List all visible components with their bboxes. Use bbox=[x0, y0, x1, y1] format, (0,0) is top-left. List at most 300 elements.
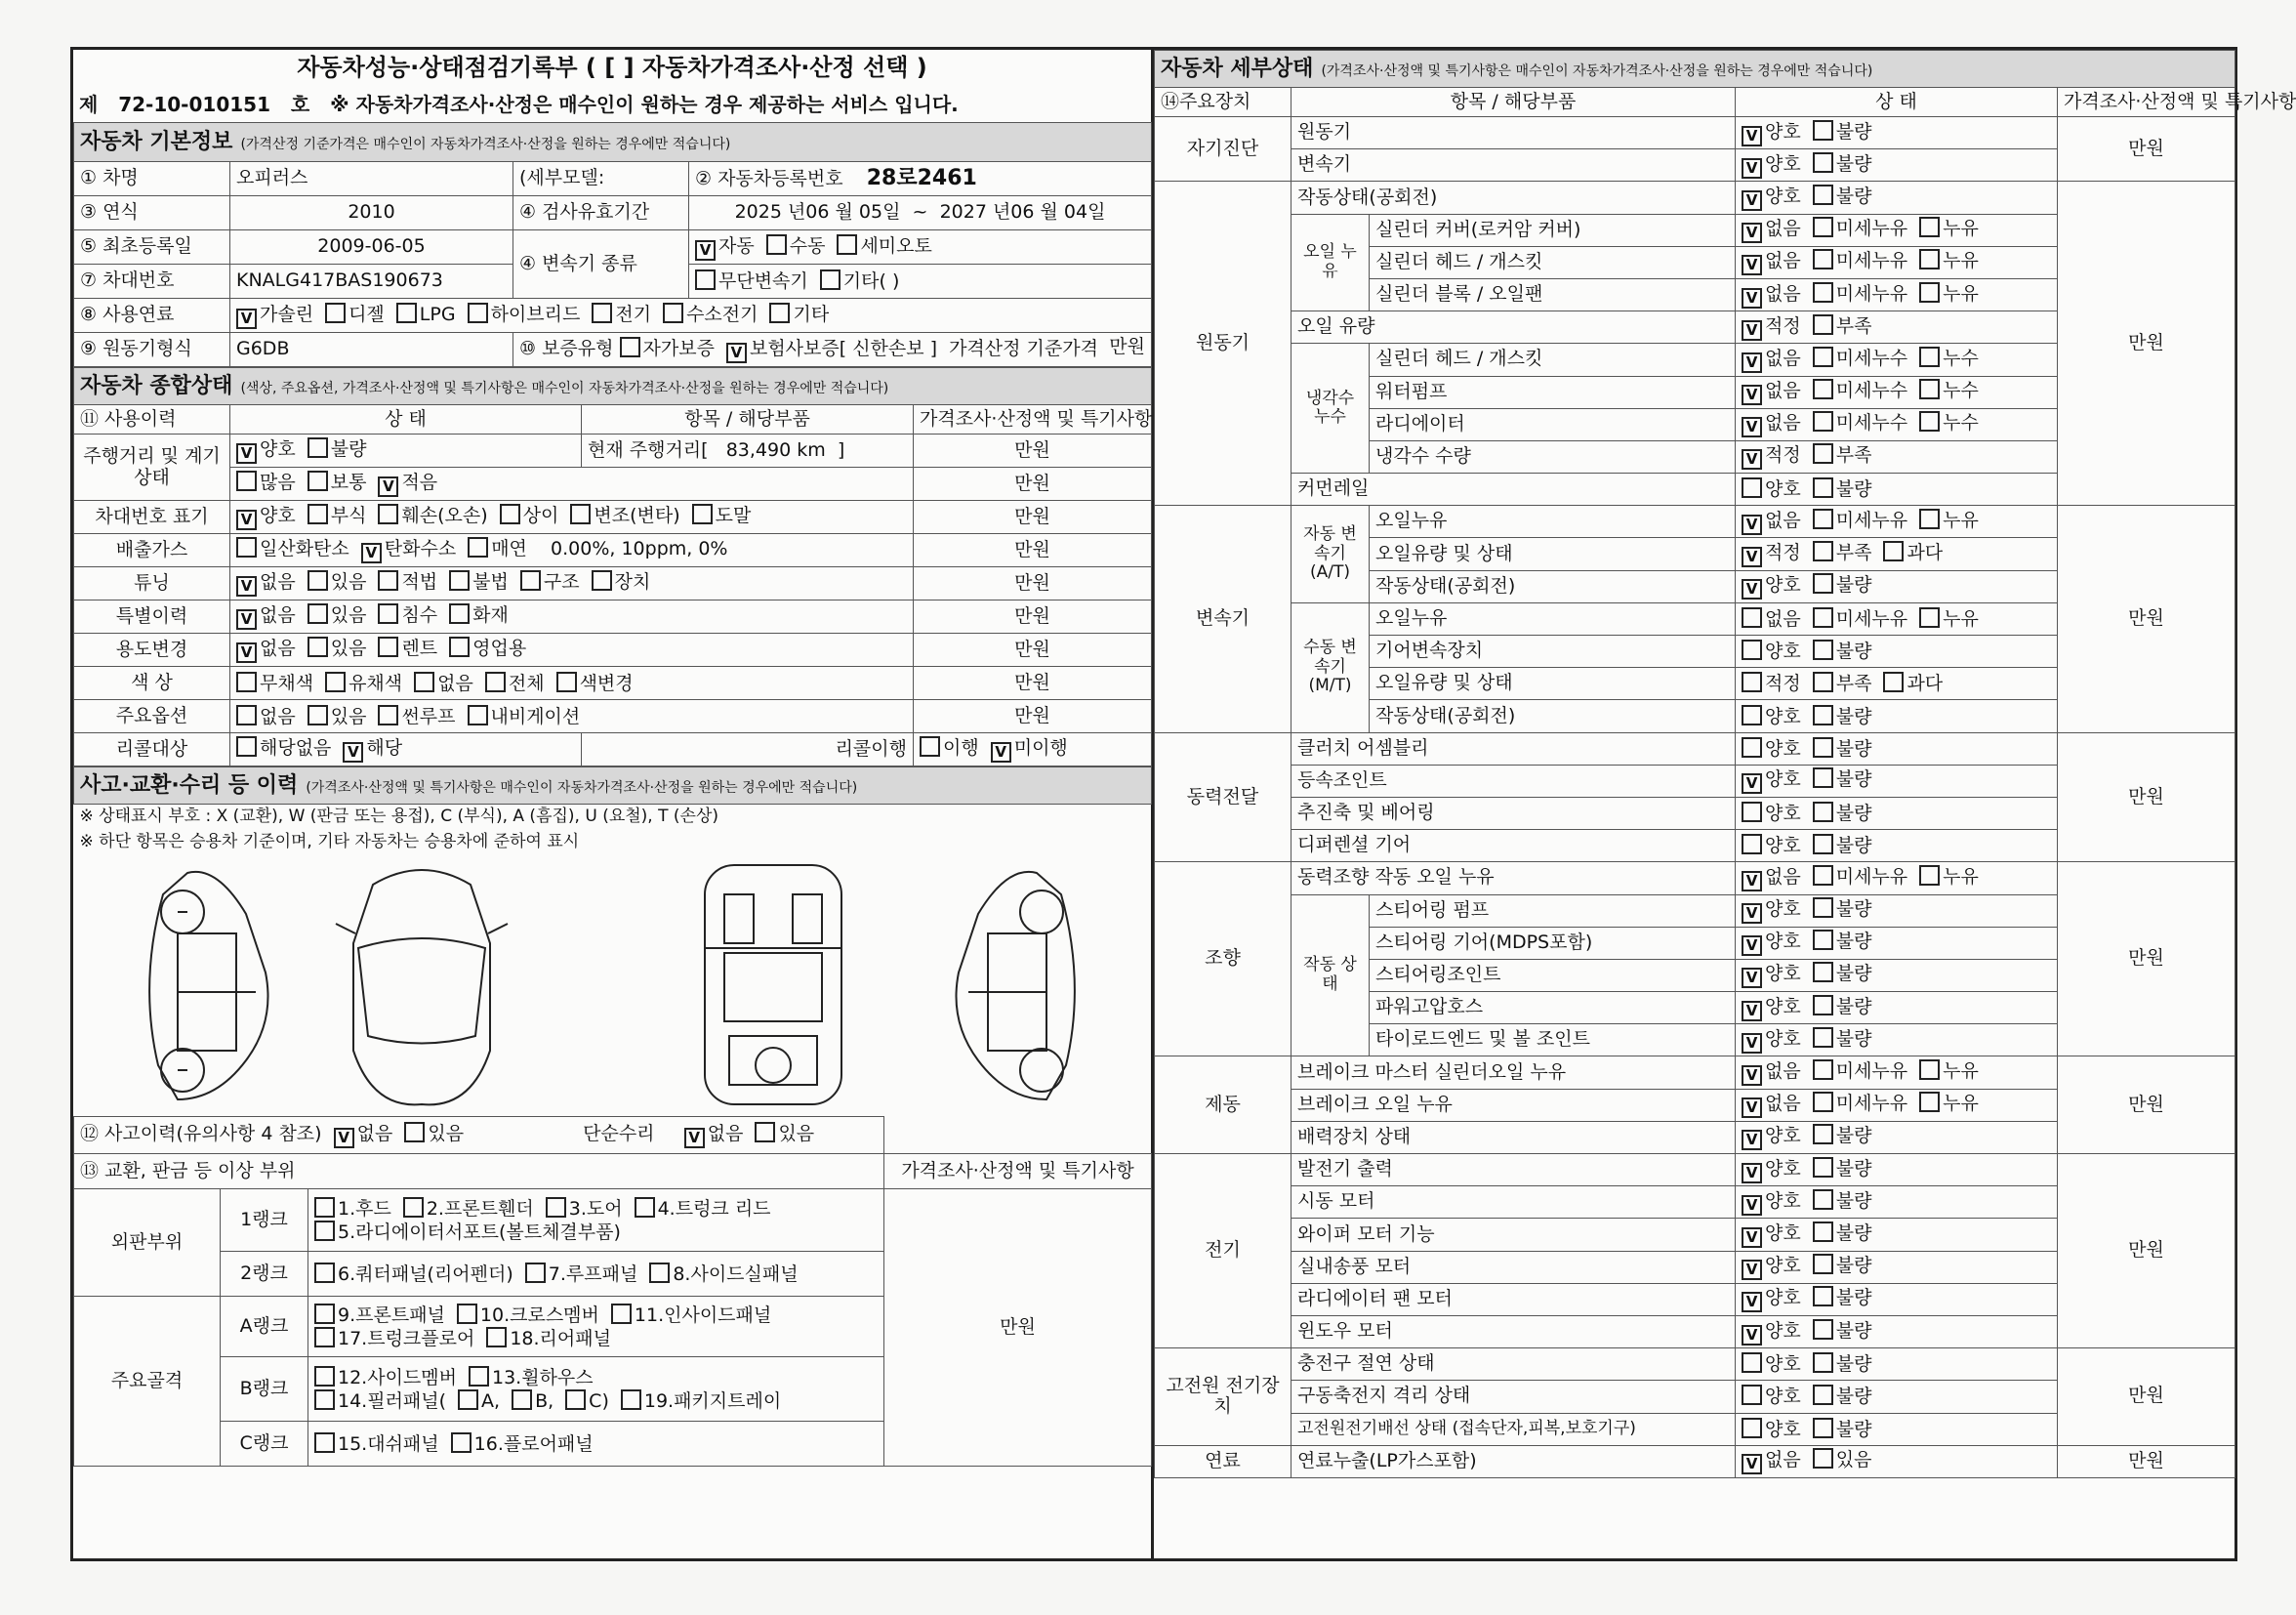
checkbox-icon[interactable] bbox=[695, 269, 716, 290]
checkbox-icon[interactable] bbox=[1813, 347, 1833, 367]
checkbox-option[interactable] bbox=[512, 1389, 554, 1413]
checkbox-option[interactable] bbox=[592, 570, 651, 594]
checkbox-icon[interactable]: V bbox=[1742, 417, 1762, 437]
checkbox-icon[interactable] bbox=[236, 736, 257, 757]
checkbox-icon[interactable]: V bbox=[1742, 288, 1762, 309]
checkbox-option[interactable] bbox=[820, 269, 900, 293]
checkbox-option[interactable] bbox=[1919, 411, 1979, 435]
checkbox-icon[interactable] bbox=[1883, 541, 1904, 561]
checkbox-option[interactable] bbox=[308, 437, 367, 461]
checkbox-icon[interactable] bbox=[611, 1304, 632, 1324]
checkbox-icon[interactable]: V bbox=[1742, 158, 1762, 179]
checkbox-option[interactable] bbox=[449, 570, 509, 594]
checkbox-option[interactable] bbox=[755, 1122, 814, 1145]
checkbox-icon[interactable] bbox=[1919, 411, 1940, 432]
checkbox-icon[interactable] bbox=[1813, 1352, 1833, 1373]
checkbox-icon[interactable] bbox=[1813, 443, 1833, 464]
checkbox-option[interactable] bbox=[314, 1221, 621, 1244]
checkbox-option[interactable] bbox=[378, 637, 437, 660]
checkbox-option[interactable] bbox=[1813, 930, 1872, 953]
checkbox-icon[interactable] bbox=[1813, 897, 1833, 918]
checkbox-icon[interactable] bbox=[314, 1327, 335, 1347]
checkbox-icon[interactable]: V bbox=[1742, 1097, 1762, 1118]
checkbox-icon[interactable] bbox=[1813, 379, 1833, 399]
checkbox-icon[interactable]: V bbox=[343, 742, 363, 763]
checkbox-option[interactable] bbox=[1919, 509, 1979, 532]
checkbox-icon[interactable] bbox=[1813, 185, 1833, 205]
checkbox-option[interactable] bbox=[314, 1366, 457, 1389]
checkbox-icon[interactable]: V bbox=[236, 576, 257, 597]
checkbox-option[interactable] bbox=[1813, 1189, 1872, 1213]
checkbox-icon[interactable]: V bbox=[695, 240, 716, 261]
checkbox-option[interactable] bbox=[1883, 541, 1943, 564]
checkbox-icon[interactable]: V bbox=[1742, 190, 1762, 211]
checkbox-option[interactable] bbox=[1742, 413, 1801, 437]
checkbox-option[interactable] bbox=[695, 236, 755, 261]
checkbox-option[interactable] bbox=[663, 303, 758, 326]
checkbox-icon[interactable] bbox=[1813, 1222, 1833, 1242]
checkbox-icon[interactable] bbox=[1883, 672, 1904, 692]
checkbox-option[interactable] bbox=[1813, 705, 1872, 728]
checkbox-icon[interactable] bbox=[1813, 573, 1833, 594]
checkbox-icon[interactable] bbox=[396, 303, 417, 323]
checkbox-option[interactable] bbox=[1813, 411, 1907, 435]
checkbox-icon[interactable] bbox=[592, 303, 612, 323]
checkbox-option[interactable] bbox=[1919, 249, 1979, 272]
checkbox-option[interactable] bbox=[1813, 1286, 1872, 1309]
checkbox-icon[interactable] bbox=[486, 1327, 507, 1347]
checkbox-option[interactable] bbox=[1742, 511, 1801, 535]
checkbox-option[interactable] bbox=[1919, 607, 1979, 631]
checkbox-icon[interactable]: V bbox=[991, 742, 1011, 763]
checkbox-icon[interactable] bbox=[525, 1263, 546, 1283]
checkbox-option[interactable] bbox=[1813, 120, 1872, 144]
checkbox-icon[interactable]: V bbox=[1742, 1195, 1762, 1216]
checkbox-option[interactable] bbox=[325, 672, 402, 695]
checkbox-option[interactable] bbox=[1813, 1222, 1872, 1245]
checkbox-icon[interactable]: V bbox=[1742, 1227, 1762, 1248]
checkbox-icon[interactable] bbox=[1813, 1385, 1833, 1405]
checkbox-option[interactable] bbox=[1742, 349, 1801, 373]
checkbox-option[interactable] bbox=[1813, 607, 1907, 631]
checkbox-icon[interactable] bbox=[1813, 930, 1833, 950]
checkbox-icon[interactable] bbox=[1813, 1189, 1833, 1210]
checkbox-icon[interactable] bbox=[1813, 249, 1833, 269]
checkbox-icon[interactable]: V bbox=[1742, 255, 1762, 275]
checkbox-option[interactable] bbox=[314, 1327, 474, 1350]
checkbox-icon[interactable]: V bbox=[1742, 773, 1762, 794]
checkbox-icon[interactable] bbox=[1742, 834, 1762, 854]
checkbox-option[interactable] bbox=[334, 1124, 393, 1148]
checkbox-icon[interactable] bbox=[1813, 282, 1833, 303]
checkbox-icon[interactable] bbox=[1813, 314, 1833, 335]
checkbox-icon[interactable] bbox=[1813, 737, 1833, 758]
checkbox-option[interactable] bbox=[1883, 672, 1943, 695]
checkbox-icon[interactable] bbox=[546, 1197, 566, 1218]
checkbox-option[interactable] bbox=[1742, 802, 1801, 825]
checkbox-icon[interactable] bbox=[1919, 282, 1940, 303]
checkbox-option[interactable] bbox=[1813, 541, 1872, 564]
checkbox-option[interactable] bbox=[1813, 865, 1907, 889]
checkbox-option[interactable] bbox=[1813, 185, 1872, 208]
checkbox-option[interactable] bbox=[565, 1389, 609, 1413]
checkbox-option[interactable] bbox=[468, 537, 527, 560]
checkbox-icon[interactable]: V bbox=[1742, 579, 1762, 600]
checkbox-icon[interactable]: V bbox=[1742, 1260, 1762, 1280]
checkbox-icon[interactable] bbox=[1919, 217, 1940, 237]
checkbox-icon[interactable] bbox=[1813, 541, 1833, 561]
checkbox-option[interactable] bbox=[1813, 767, 1872, 791]
checkbox-option[interactable] bbox=[1742, 964, 1801, 988]
checkbox-option[interactable] bbox=[403, 1197, 534, 1221]
checkbox-icon[interactable] bbox=[570, 504, 591, 524]
checkbox-icon[interactable]: V bbox=[1742, 547, 1762, 567]
checkbox-option[interactable] bbox=[1742, 1094, 1801, 1118]
checkbox-icon[interactable] bbox=[314, 1366, 335, 1387]
checkbox-option[interactable] bbox=[1742, 737, 1801, 761]
checkbox-icon[interactable]: V bbox=[1742, 1454, 1762, 1474]
checkbox-option[interactable] bbox=[1742, 1191, 1801, 1216]
checkbox-icon[interactable] bbox=[308, 705, 328, 725]
checkbox-icon[interactable]: V bbox=[1742, 320, 1762, 341]
checkbox-option[interactable] bbox=[1813, 737, 1872, 761]
checkbox-icon[interactable] bbox=[1813, 120, 1833, 141]
checkbox-option[interactable] bbox=[404, 1122, 464, 1145]
checkbox-option[interactable] bbox=[1813, 897, 1872, 921]
checkbox-option[interactable] bbox=[546, 1197, 623, 1221]
checkbox-option[interactable] bbox=[1813, 995, 1872, 1018]
checkbox-icon[interactable] bbox=[236, 537, 257, 558]
checkbox-option[interactable] bbox=[1742, 1159, 1801, 1183]
checkbox-icon[interactable] bbox=[1919, 509, 1940, 529]
checkbox-option[interactable] bbox=[1919, 865, 1979, 889]
checkbox-icon[interactable]: V bbox=[1742, 903, 1762, 924]
checkbox-option[interactable] bbox=[458, 1389, 500, 1413]
checkbox-option[interactable] bbox=[308, 570, 367, 594]
checkbox-icon[interactable] bbox=[1813, 834, 1833, 854]
checkbox-icon[interactable] bbox=[378, 603, 398, 624]
checkbox-icon[interactable] bbox=[1813, 1286, 1833, 1306]
checkbox-icon[interactable] bbox=[1813, 509, 1833, 529]
checkbox-option[interactable] bbox=[1742, 1029, 1801, 1054]
checkbox-icon[interactable] bbox=[468, 705, 488, 725]
checkbox-option[interactable] bbox=[308, 637, 367, 660]
checkbox-icon[interactable] bbox=[449, 637, 470, 657]
checkbox-icon[interactable] bbox=[1919, 347, 1940, 367]
checkbox-icon[interactable] bbox=[1813, 1254, 1833, 1274]
checkbox-option[interactable] bbox=[1742, 1288, 1801, 1312]
checkbox-icon[interactable] bbox=[1813, 1418, 1833, 1438]
checkbox-icon[interactable]: V bbox=[1742, 1130, 1762, 1150]
checkbox-icon[interactable] bbox=[1919, 249, 1940, 269]
checkbox-icon[interactable]: V bbox=[1742, 126, 1762, 146]
checkbox-icon[interactable] bbox=[449, 603, 470, 624]
checkbox-option[interactable] bbox=[1813, 314, 1872, 338]
checkbox-icon[interactable] bbox=[1919, 865, 1940, 886]
checkbox-option[interactable] bbox=[236, 471, 296, 494]
checkbox-icon[interactable] bbox=[378, 570, 398, 591]
checkbox-icon[interactable]: V bbox=[1742, 1163, 1762, 1183]
checkbox-icon[interactable] bbox=[1742, 672, 1762, 692]
checkbox-icon[interactable]: V bbox=[1742, 1292, 1762, 1312]
checkbox-option[interactable] bbox=[1813, 1092, 1907, 1115]
checkbox-icon[interactable] bbox=[1742, 802, 1762, 822]
checkbox-icon[interactable] bbox=[1813, 217, 1833, 237]
checkbox-option[interactable] bbox=[451, 1432, 594, 1456]
checkbox-option[interactable] bbox=[1813, 509, 1907, 532]
checkbox-option[interactable] bbox=[378, 570, 437, 594]
checkbox-option[interactable] bbox=[1742, 705, 1801, 728]
checkbox-icon[interactable] bbox=[468, 537, 488, 558]
checkbox-icon[interactable] bbox=[1742, 1352, 1762, 1373]
checkbox-icon[interactable] bbox=[1919, 379, 1940, 399]
checkbox-icon[interactable] bbox=[1919, 1092, 1940, 1112]
checkbox-option[interactable] bbox=[236, 506, 296, 530]
checkbox-option[interactable] bbox=[449, 637, 526, 660]
checkbox-option[interactable] bbox=[1742, 834, 1801, 857]
checkbox-option[interactable] bbox=[1742, 1223, 1801, 1248]
checkbox-icon[interactable] bbox=[325, 672, 346, 692]
checkbox-icon[interactable] bbox=[314, 1432, 335, 1453]
checkbox-icon[interactable] bbox=[1813, 1448, 1833, 1469]
checkbox-icon[interactable] bbox=[1742, 1418, 1762, 1438]
checkbox-icon[interactable] bbox=[414, 672, 434, 692]
checkbox-option[interactable] bbox=[726, 339, 937, 363]
checkbox-option[interactable] bbox=[308, 705, 367, 728]
checkbox-icon[interactable] bbox=[1742, 1385, 1762, 1405]
checkbox-option[interactable] bbox=[1742, 575, 1801, 600]
checkbox-option[interactable] bbox=[570, 504, 679, 527]
checkbox-icon[interactable] bbox=[649, 1263, 670, 1283]
checkbox-option[interactable] bbox=[1742, 251, 1801, 275]
checkbox-option[interactable] bbox=[1742, 867, 1801, 891]
checkbox-icon[interactable] bbox=[469, 1366, 489, 1387]
checkbox-icon[interactable] bbox=[378, 504, 398, 524]
checkbox-icon[interactable] bbox=[468, 303, 488, 323]
checkbox-option[interactable] bbox=[1813, 1385, 1872, 1408]
checkbox-icon[interactable] bbox=[1813, 767, 1833, 788]
checkbox-option[interactable] bbox=[1742, 186, 1801, 211]
checkbox-icon[interactable]: V bbox=[1742, 1065, 1762, 1086]
checkbox-option[interactable] bbox=[1813, 1319, 1872, 1343]
checkbox-icon[interactable]: V bbox=[684, 1128, 705, 1148]
checkbox-icon[interactable]: V bbox=[1742, 385, 1762, 405]
checkbox-icon[interactable] bbox=[820, 269, 840, 290]
checkbox-icon[interactable]: V bbox=[1742, 223, 1762, 243]
checkbox-icon[interactable] bbox=[663, 303, 683, 323]
checkbox-option[interactable] bbox=[308, 471, 367, 494]
checkbox-icon[interactable] bbox=[1813, 152, 1833, 173]
checkbox-option[interactable] bbox=[485, 672, 545, 695]
checkbox-option[interactable] bbox=[378, 603, 437, 627]
checkbox-icon[interactable] bbox=[1813, 1124, 1833, 1144]
checkbox-option[interactable] bbox=[1813, 1254, 1872, 1277]
checkbox-icon[interactable] bbox=[635, 1197, 655, 1218]
checkbox-option[interactable] bbox=[1742, 445, 1801, 470]
checkbox-option[interactable] bbox=[414, 672, 473, 695]
checkbox-option[interactable] bbox=[1813, 1418, 1872, 1441]
checkbox-icon[interactable] bbox=[1813, 1157, 1833, 1178]
checkbox-option[interactable] bbox=[486, 1327, 611, 1350]
checkbox-option[interactable] bbox=[837, 234, 931, 258]
checkbox-icon[interactable]: V bbox=[361, 543, 382, 563]
checkbox-option[interactable] bbox=[1742, 672, 1801, 695]
checkbox-icon[interactable] bbox=[500, 504, 520, 524]
checkbox-icon[interactable] bbox=[236, 705, 257, 725]
checkbox-icon[interactable] bbox=[236, 471, 257, 491]
checkbox-option[interactable] bbox=[314, 1304, 445, 1327]
checkbox-icon[interactable] bbox=[1813, 1059, 1833, 1080]
checkbox-option[interactable] bbox=[1813, 217, 1907, 240]
checkbox-icon[interactable]: V bbox=[236, 443, 257, 464]
checkbox-icon[interactable]: V bbox=[1742, 1033, 1762, 1054]
checkbox-icon[interactable] bbox=[451, 1432, 472, 1453]
checkbox-icon[interactable] bbox=[520, 570, 541, 591]
checkbox-icon[interactable] bbox=[325, 303, 346, 323]
checkbox-option[interactable] bbox=[1813, 1352, 1872, 1376]
checkbox-option[interactable] bbox=[314, 1432, 439, 1456]
checkbox-icon[interactable] bbox=[403, 1197, 424, 1218]
checkbox-option[interactable] bbox=[1742, 607, 1801, 631]
checkbox-icon[interactable] bbox=[1813, 640, 1833, 660]
checkbox-option[interactable] bbox=[1813, 1124, 1872, 1147]
checkbox-option[interactable] bbox=[1813, 1059, 1907, 1083]
checkbox-option[interactable] bbox=[1919, 379, 1979, 402]
checkbox-option[interactable] bbox=[236, 705, 296, 728]
checkbox-option[interactable] bbox=[236, 736, 331, 760]
checkbox-icon[interactable] bbox=[592, 570, 612, 591]
checkbox-option[interactable] bbox=[1742, 381, 1801, 405]
checkbox-icon[interactable] bbox=[1813, 411, 1833, 432]
checkbox-option[interactable] bbox=[1813, 962, 1872, 985]
checkbox-option[interactable] bbox=[1813, 672, 1872, 695]
checkbox-option[interactable] bbox=[1813, 1157, 1872, 1180]
checkbox-icon[interactable]: V bbox=[1742, 871, 1762, 891]
checkbox-option[interactable] bbox=[1742, 543, 1801, 567]
checkbox-option[interactable] bbox=[1742, 640, 1801, 663]
checkbox-icon[interactable] bbox=[565, 1389, 586, 1410]
checkbox-option[interactable] bbox=[1742, 1418, 1801, 1441]
checkbox-icon[interactable]: V bbox=[236, 510, 257, 530]
checkbox-option[interactable] bbox=[1742, 899, 1801, 924]
checkbox-icon[interactable] bbox=[458, 1389, 478, 1410]
checkbox-icon[interactable] bbox=[766, 234, 787, 255]
checkbox-option[interactable] bbox=[991, 738, 1068, 763]
checkbox-icon[interactable] bbox=[1813, 1319, 1833, 1340]
checkbox-option[interactable] bbox=[308, 603, 367, 627]
checkbox-icon[interactable] bbox=[314, 1263, 335, 1283]
checkbox-icon[interactable] bbox=[314, 1221, 335, 1241]
checkbox-icon[interactable] bbox=[837, 234, 857, 255]
checkbox-icon[interactable] bbox=[449, 570, 470, 591]
checkbox-option[interactable] bbox=[695, 269, 808, 293]
checkbox-icon[interactable]: V bbox=[236, 642, 257, 663]
checkbox-icon[interactable] bbox=[1813, 802, 1833, 822]
checkbox-icon[interactable] bbox=[457, 1304, 477, 1324]
checkbox-icon[interactable] bbox=[556, 672, 577, 692]
checkbox-icon[interactable] bbox=[1813, 962, 1833, 982]
checkbox-icon[interactable] bbox=[314, 1389, 335, 1410]
checkbox-icon[interactable]: V bbox=[1742, 1325, 1762, 1346]
checkbox-option[interactable] bbox=[1919, 1092, 1979, 1115]
checkbox-option[interactable] bbox=[1813, 443, 1872, 467]
checkbox-option[interactable] bbox=[236, 639, 296, 663]
checkbox-icon[interactable] bbox=[314, 1304, 335, 1324]
checkbox-option[interactable] bbox=[692, 504, 752, 527]
checkbox-option[interactable] bbox=[1742, 1385, 1801, 1408]
checkbox-icon[interactable] bbox=[378, 705, 398, 725]
checkbox-option[interactable] bbox=[361, 539, 456, 563]
checkbox-icon[interactable] bbox=[1813, 1092, 1833, 1112]
checkbox-option[interactable] bbox=[1813, 282, 1907, 306]
checkbox-icon[interactable]: V bbox=[726, 343, 747, 363]
checkbox-icon[interactable] bbox=[308, 437, 328, 458]
checkbox-option[interactable] bbox=[308, 504, 367, 527]
checkbox-icon[interactable] bbox=[1813, 1027, 1833, 1048]
checkbox-option[interactable] bbox=[236, 439, 296, 464]
checkbox-option[interactable] bbox=[1742, 316, 1801, 341]
checkbox-option[interactable] bbox=[649, 1263, 798, 1286]
checkbox-icon[interactable] bbox=[769, 303, 790, 323]
checkbox-icon[interactable] bbox=[1742, 477, 1762, 498]
checkbox-option[interactable] bbox=[1919, 282, 1979, 306]
checkbox-icon[interactable]: V bbox=[236, 309, 257, 329]
checkbox-option[interactable] bbox=[920, 736, 979, 760]
checkbox-icon[interactable]: V bbox=[378, 476, 398, 497]
checkbox-icon[interactable]: V bbox=[1742, 449, 1762, 470]
checkbox-option[interactable] bbox=[1919, 1059, 1979, 1083]
checkbox-option[interactable] bbox=[314, 1197, 391, 1221]
checkbox-icon[interactable]: V bbox=[1742, 515, 1762, 535]
checkbox-icon[interactable] bbox=[404, 1122, 425, 1142]
checkbox-icon[interactable] bbox=[236, 672, 257, 692]
checkbox-option[interactable] bbox=[1813, 573, 1872, 597]
checkbox-icon[interactable] bbox=[1813, 477, 1833, 498]
checkbox-icon[interactable] bbox=[1742, 607, 1762, 628]
checkbox-icon[interactable] bbox=[1742, 705, 1762, 725]
checkbox-icon[interactable] bbox=[1813, 865, 1833, 886]
checkbox-option[interactable] bbox=[1742, 219, 1801, 243]
checkbox-option[interactable] bbox=[1813, 347, 1907, 370]
checkbox-option[interactable] bbox=[468, 303, 581, 326]
checkbox-icon[interactable] bbox=[308, 570, 328, 591]
checkbox-option[interactable] bbox=[1813, 152, 1872, 176]
checkbox-option[interactable] bbox=[469, 1366, 594, 1389]
checkbox-option[interactable] bbox=[468, 705, 581, 728]
checkbox-option[interactable] bbox=[343, 738, 402, 763]
checkbox-option[interactable] bbox=[1813, 477, 1872, 501]
checkbox-icon[interactable] bbox=[512, 1389, 532, 1410]
checkbox-option[interactable] bbox=[1742, 477, 1801, 501]
checkbox-option[interactable] bbox=[1813, 802, 1872, 825]
checkbox-option[interactable] bbox=[766, 234, 826, 258]
checkbox-option[interactable] bbox=[378, 504, 487, 527]
checkbox-option[interactable] bbox=[1742, 1321, 1801, 1346]
checkbox-icon[interactable] bbox=[485, 672, 506, 692]
checkbox-icon[interactable]: V bbox=[334, 1128, 354, 1148]
checkbox-option[interactable] bbox=[1919, 217, 1979, 240]
checkbox-option[interactable] bbox=[592, 303, 651, 326]
checkbox-icon[interactable] bbox=[308, 637, 328, 657]
checkbox-icon[interactable] bbox=[1813, 607, 1833, 628]
checkbox-option[interactable] bbox=[1742, 1352, 1801, 1376]
checkbox-option[interactable] bbox=[500, 504, 559, 527]
checkbox-icon[interactable] bbox=[308, 471, 328, 491]
checkbox-option[interactable] bbox=[684, 1124, 744, 1148]
checkbox-option[interactable] bbox=[1919, 347, 1979, 370]
checkbox-option[interactable] bbox=[1813, 834, 1872, 857]
checkbox-option[interactable] bbox=[314, 1389, 446, 1413]
